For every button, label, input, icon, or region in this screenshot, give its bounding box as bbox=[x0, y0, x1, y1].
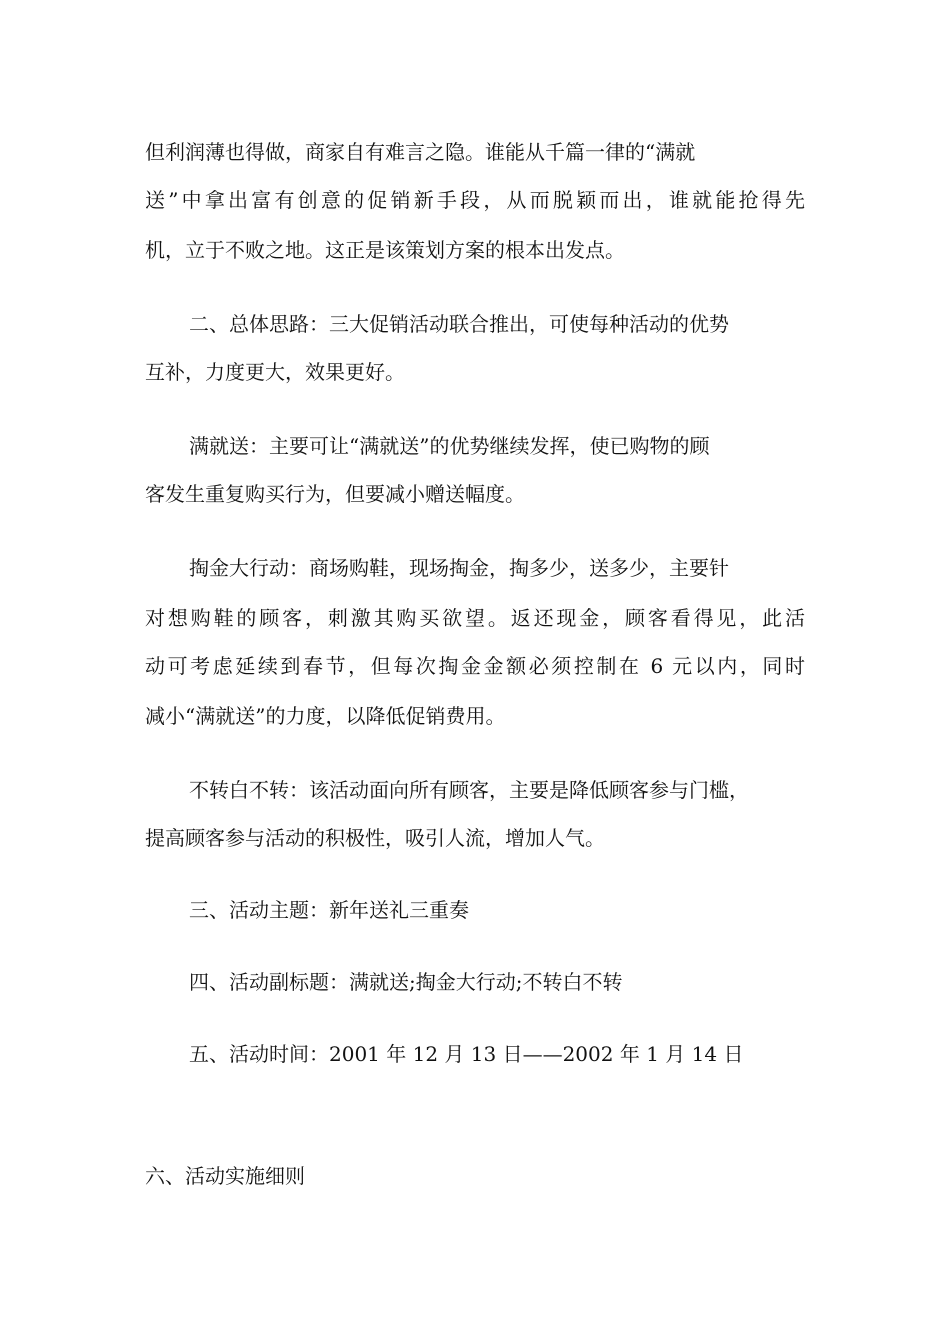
bu-zhuan-line-1: 不转白不转：该活动面向所有顾客，主要是降低顾客参与门槛， bbox=[189, 778, 749, 802]
man-jiu-song-line-1: 满就送：主要可让“满就送”的优势继续发挥，使已购物的顾 bbox=[189, 434, 710, 458]
tao-jin-line-2: 对想购鞋的顾客，刺激其购买欲望。返还现金，顾客看得见，此活 bbox=[145, 606, 805, 630]
man-jiu-song-line-2: 客发生重复购买行为，但要减小赠送幅度。 bbox=[145, 482, 525, 506]
section-2-line-2: 互补，力度更大，效果更好。 bbox=[145, 360, 405, 384]
section-2-line-1: 二、总体思路：三大促销活动联合推出，可使每种活动的优势 bbox=[189, 312, 729, 336]
tao-jin-line-4: 减小“满就送”的力度，以降低促销费用。 bbox=[145, 704, 506, 728]
tao-jin-line-3: 动可考虑延续到春节，但每次掏金金额必须控制在 6 元以内，同时 bbox=[145, 654, 805, 678]
bu-zhuan-line-2: 提高顾客参与活动的积极性，吸引人流，增加人气。 bbox=[145, 826, 605, 850]
paragraph-1-line-2: 送”中拿出富有创意的促销新手段，从而脱颖而出，谁就能抢得先 bbox=[145, 188, 805, 212]
paragraph-1-line-3: 机，立于不败之地。这正是该策划方案的根本出发点。 bbox=[145, 238, 625, 262]
tao-jin-line-1: 掏金大行动：商场购鞋，现场掏金，掏多少，送多少，主要针 bbox=[189, 556, 729, 580]
section-6-heading: 六、活动实施细则 bbox=[145, 1164, 305, 1188]
section-5-time: 五、活动时间：2001 年 12 月 13 日——2002 年 1 月 14 日 bbox=[189, 1042, 744, 1066]
paragraph-1-line-1: 但利润薄也得做，商家自有难言之隐。谁能从千篇一律的“满就 bbox=[145, 140, 696, 164]
section-3-theme: 三、活动主题：新年送礼三重奏 bbox=[189, 898, 469, 922]
section-4-subtitle: 四、活动副标题：满就送;掏金大行动;不转白不转 bbox=[189, 970, 623, 994]
